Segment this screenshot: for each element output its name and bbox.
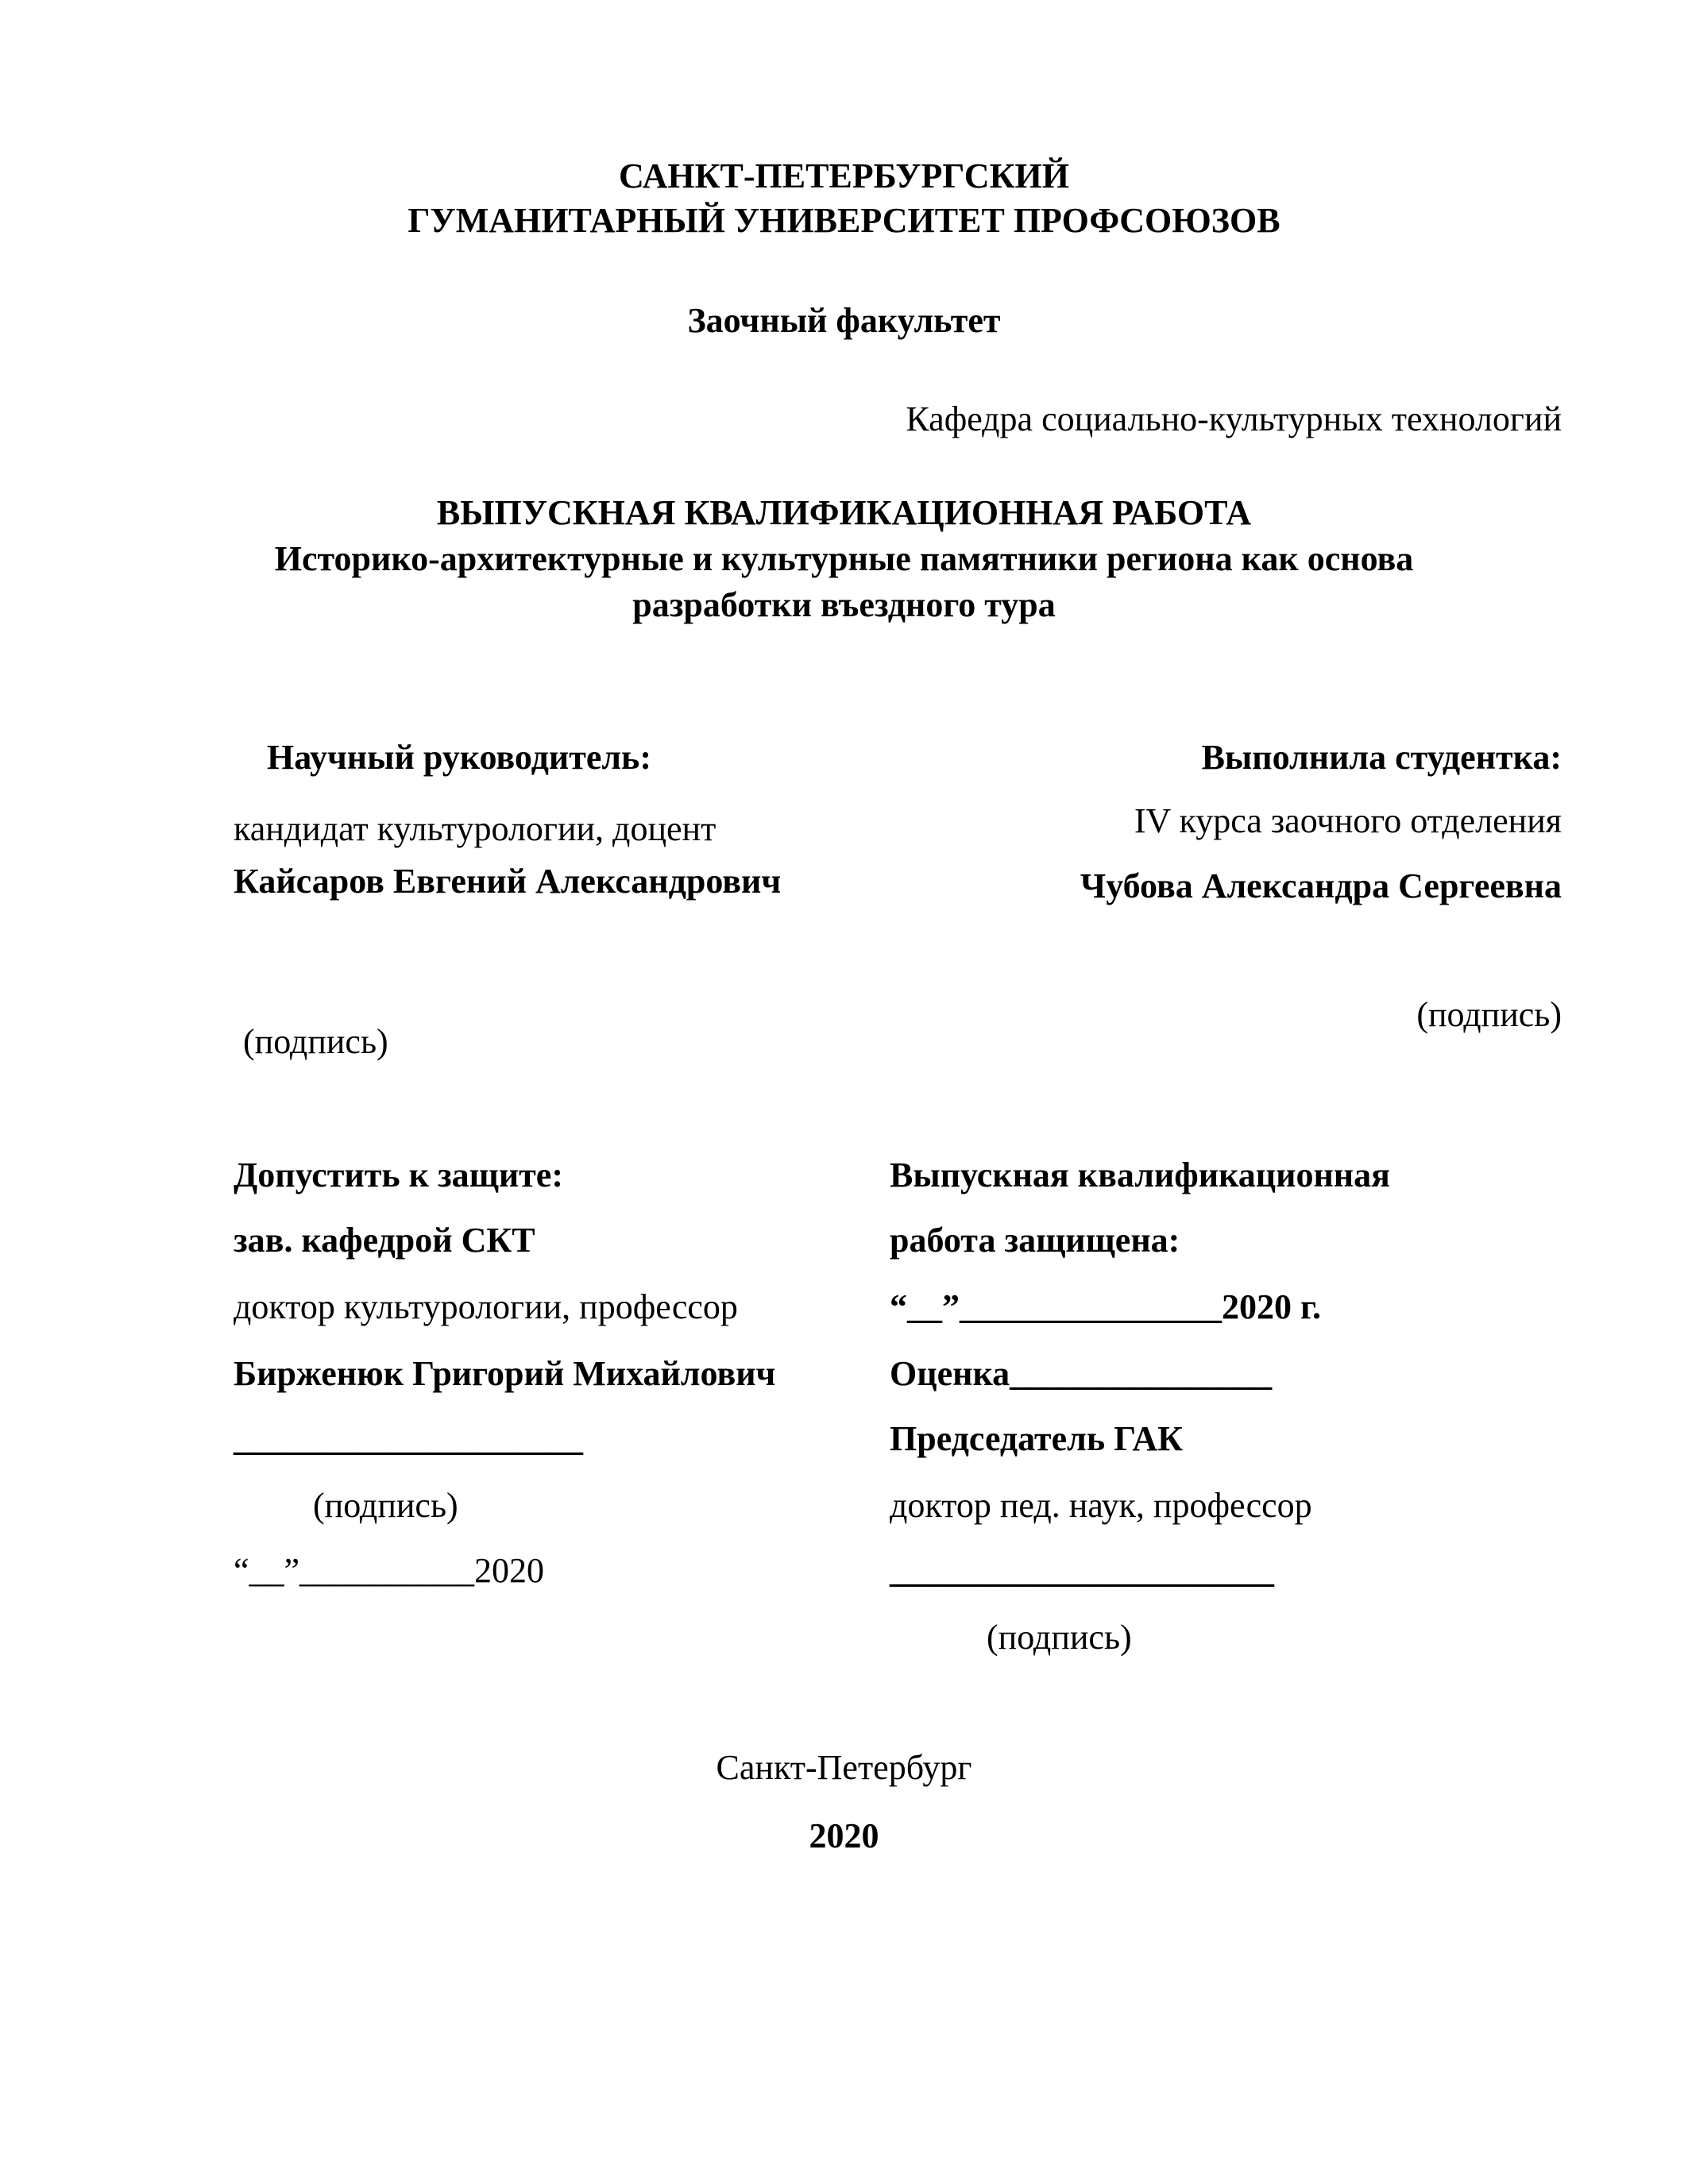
admission-date-line: “__”__________2020 [234, 1551, 545, 1590]
student-name: Чубова Александра Сергеевна [1080, 866, 1562, 905]
faculty-name: Заочный факультет [687, 301, 1001, 340]
year: 2020 [809, 1816, 879, 1855]
defense-heading-line2: работа защищена: [890, 1221, 1180, 1260]
defense-signature-line: ______________________ [890, 1551, 1274, 1590]
student-signature-label: (подпись) [1416, 995, 1562, 1034]
admission-position: доктор культурологии, профессор [234, 1287, 738, 1326]
admission-name: Бирженюк Григорий Михайлович [234, 1354, 776, 1393]
defense-signature-label: (подпись) [987, 1618, 1132, 1657]
admission-signature-line: ____________________ [234, 1419, 583, 1458]
student-heading: Выполнила студентка: [1201, 738, 1562, 777]
admission-role: зав. кафедрой СКТ [234, 1221, 535, 1260]
supervisor-name: Кайсаров Евгений Александрович [234, 862, 782, 901]
document-type-title: ВЫПУСКНАЯ КВАЛИФИКАЦИОННАЯ РАБОТА [436, 493, 1252, 532]
supervisor-heading: Научный руководитель: [267, 738, 651, 777]
student-course: IV курса заочного отделения [1134, 801, 1562, 840]
thesis-topic-line2: разработки въездного тура [632, 585, 1056, 624]
defense-heading-line1: Выпускная квалификационная [890, 1156, 1390, 1194]
department-name: Кафедра социально-культурных технологий [906, 399, 1562, 438]
supervisor-position: кандидат культурологии, доцент [234, 809, 717, 848]
defense-chair-position: доктор пед. наук, профессор [890, 1486, 1312, 1525]
defense-date-line: “__”_______________2020 г. [890, 1287, 1322, 1326]
thesis-topic-line1: Историко-архитектурные и культурные памятники региона как основа [274, 539, 1414, 578]
supervisor-signature-label: (подпись) [243, 1022, 388, 1061]
defense-grade-line: Оценка_______________ [890, 1354, 1273, 1393]
university-name-line1: САНКТ-ПЕТЕРБУРГСКИЙ [619, 156, 1069, 195]
university-name-line2: ГУМАНИТАРНЫЙ УНИВЕРСИТЕТ ПРОФСОЮЗОВ [408, 201, 1280, 240]
admission-heading: Допустить к защите: [234, 1156, 563, 1194]
admission-signature-label: (подпись) [313, 1486, 458, 1525]
city-name: Санкт-Петербург [716, 1748, 972, 1787]
defense-chair: Председатель ГАК [890, 1419, 1184, 1458]
